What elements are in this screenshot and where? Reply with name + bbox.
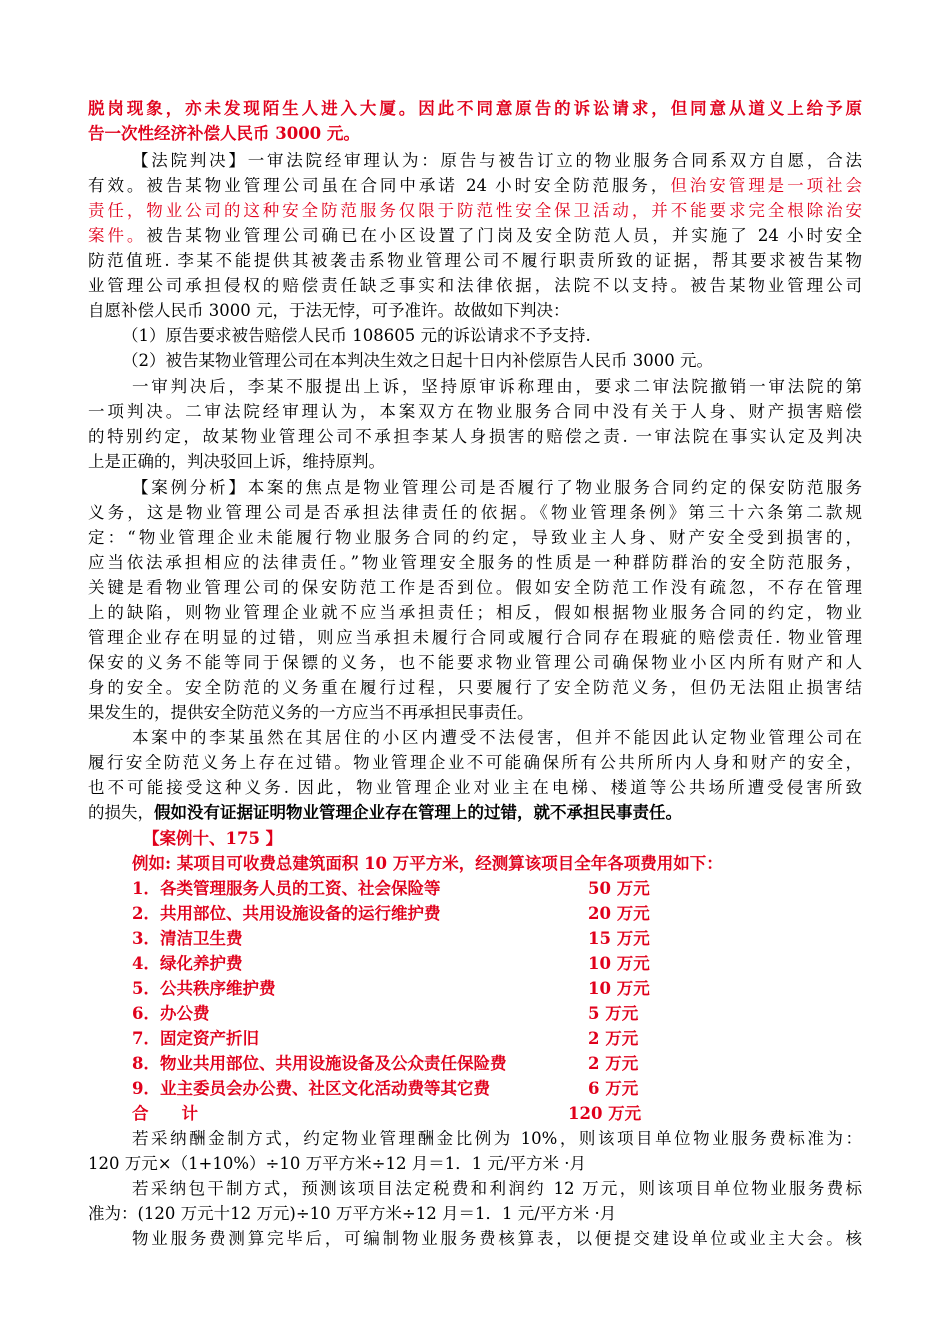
calc-formula-2: 准为：(120 万元十12 万元)÷10 万平方米÷12 月＝1．1 元/平方米 ·月 [88, 1204, 617, 1223]
case-line [88, 800, 950, 825]
fee-item [0, 926, 950, 951]
fee-item-label: 4．绿化养护费 [132, 954, 243, 973]
case-line: 也不可能接受这种义务. 因此，物业管理企业对业主在电梯、楼道等公共场所遭受侵害所致 [88, 778, 862, 797]
fee-item-amount: 10 万元 [588, 954, 650, 973]
analysis-line: 【案例分析】本案的焦点是物业管理公司是否履行了物业服务合同约定的保安防范服务 [132, 478, 862, 497]
appeal-line: 上是正确的，判决驳回上诉，维持原判。 [88, 452, 385, 471]
fee-item [0, 1076, 950, 1101]
judgment-highlight: 案件。 [88, 226, 147, 245]
fee-item-amount: 5 万元 [588, 1004, 639, 1023]
defense-text-line: 告一次性经济补偿人民币 3000 元。 [88, 124, 360, 143]
calc-line: 若采纳酬金制方式，约定物业管理酬金比例为 10%，则该项目单位物业服务费标准为： [132, 1129, 862, 1148]
fee-total [0, 1101, 950, 1126]
fee-item-amount: 15 万元 [588, 929, 650, 948]
example-intro: 例如: 某项目可收费总建筑面积 10 万平方米，经测算该项目全年各项费用如下： [132, 854, 723, 873]
judgment-line: 业管理公司承担侵权的赔偿责任缺乏事实和法律依据，法院不以支持。被告某物业管理公司 [88, 276, 862, 295]
calc-line: 若采纳包干制方式，预测该项目法定税费和利润约 12 万元，则该项目单位物业服务费标 [132, 1179, 862, 1198]
appeal-line: 的特别约定，故某物业管理公司不承担李某人身损害的赔偿之责. 一审法院在事实认定及判决 [88, 427, 862, 446]
fee-total-label: 合 计 [132, 1104, 198, 1123]
fee-item [0, 1001, 950, 1026]
defense-text-line: 脱岗现象，亦未发现陌生人进入大厦。因此不同意原告的诉讼请求，但同意从道义上给予原 [88, 99, 862, 118]
fee-item [0, 876, 950, 901]
judgment-line: 【法院判决】一审法院经审理认为：原告与被告订立的物业服务合同系双方自愿，合法 [132, 151, 862, 170]
judgment-highlight-line: 责任，物业公司的这种安全防范服务仅限于防范性安全保卫活动，并不能要求完全根除治安 [88, 201, 862, 220]
analysis-line: 管理企业存在明显的过错，则应当承担未履行合同或履行合同存在瑕疵的赔偿责任. 物业管理 [88, 628, 862, 647]
case-text: 的损失， [88, 803, 154, 822]
fee-item-amount: 20 万元 [588, 904, 650, 923]
fee-item-label: 8．物业共用部位、共用设施设备及公众责任保险费 [132, 1054, 507, 1073]
fee-item-label: 2．共用部位、共用设施设备的运行维护费 [132, 904, 441, 923]
judgment-line [88, 223, 862, 248]
case-conclusion: 假如没有证据证明物业管理企业存在管理上的过错，就不承担民事责任。 [154, 803, 682, 822]
fee-total-amount: 120 万元 [568, 1104, 642, 1123]
fee-item-label: 9．业主委员会办公费、社区文化活动费等其它费 [132, 1079, 490, 1098]
fee-item-amount: 2 万元 [588, 1029, 639, 1048]
analysis-line: 义务，这是物业管理公司是否承担法律责任的依据。《物业管理条例》第三十六条第二款规 [88, 503, 862, 522]
example-heading: 【案例十、175 】 [143, 829, 283, 848]
analysis-line: 关键是看物业管理公司的保安防范工作是否到位。假如安全防范工作没有疏忽，不存在管理 [88, 578, 862, 597]
fee-item [0, 951, 950, 976]
judgment-line: 自愿补偿人民币 3000 元，于法无悖，可予准许。故做如下判决： [88, 301, 570, 320]
fee-item-label: 3．清洁卫生费 [132, 929, 243, 948]
calc-line: 物业服务费测算完毕后，可编制物业服务费核算表，以便提交建设单位或业主大会。核 [132, 1229, 862, 1248]
case-line: 本案中的李某虽然在其居住的小区内遭受不法侵害，但并不能因此认定物业管理公司在 [132, 728, 862, 747]
fee-item-label: 6．办公费 [132, 1004, 210, 1023]
judgment-highlight: 但治安管理是一项社会 [670, 176, 862, 195]
appeal-line: 一项判决。二审法院经审理认为，本案双方在物业服务合同中没有关于人身、财产损害赔偿 [88, 402, 862, 421]
fee-item-amount: 50 万元 [588, 879, 650, 898]
fee-item [0, 1026, 950, 1051]
judgment-line [88, 173, 862, 198]
fee-item-label: 1．各类管理服务人员的工资、社会保险等 [132, 879, 441, 898]
analysis-line: 上的缺陷，则物业管理企业就不应当承担责任；相反，假如根据物业服务合同的约定，物业 [88, 603, 862, 622]
fee-item-label: 7．固定资产折旧 [132, 1029, 259, 1048]
analysis-line: 保安的义务不能等同于保镖的义务，也不能要求物业管理公司确保物业小区内所有财产和人 [88, 653, 862, 672]
judgment-item-1: （1）原告要求被告赔偿人民币 108605 元的诉讼请求不予支持. [122, 326, 591, 345]
judgment-item-2: （2）被告某物业管理公司在本判决生效之日起十日内补偿原告人民币 3000 元。 [122, 351, 713, 370]
fee-item [0, 1051, 950, 1076]
fee-item-amount: 10 万元 [588, 979, 650, 998]
calc-formula-1: 120 万元×（1+10%）÷10 万平方米÷12 月＝1．1 元/平方米 ·月 [88, 1154, 586, 1173]
fee-item-amount: 6 万元 [588, 1079, 639, 1098]
judgment-text: 被告某物业管理公司确已在小区设置了门岗及安全防范人员，并实施了 24 小时安全 [146, 226, 862, 245]
fee-item-label: 5．公共秩序维护费 [132, 979, 276, 998]
judgment-line: 防范值班. 李某不能提供其被袭击系物业管理公司不履行职责所致的证据，帮其要求被告某物 [88, 251, 862, 270]
analysis-line: 身的安全。安全防范的义务重在履行过程，只要履行了安全防范义务，但仍无法阻止损害结 [88, 678, 862, 697]
case-line: 履行安全防范义务上存在过错。物业管理企业不可能确保所有公共所所内人身和财产的安全， [88, 753, 862, 772]
judgment-text: 有效。被告某物业管理公司虽在合同中承诺 24 小时安全防范服务， [88, 176, 671, 195]
appeal-line: 一审判决后，李某不服提出上诉，坚持原审诉称理由，要求二审法院撤销一审法院的第 [132, 377, 862, 396]
analysis-line: 定：“物业管理企业未能履行物业服务合同的约定，导致业主人身、财产安全受到损害的， [88, 528, 862, 547]
analysis-line: 果发生的，提供安全防范义务的一方应当不再承担民事责任。 [88, 703, 534, 722]
fee-item [0, 976, 950, 1001]
fee-item [0, 901, 950, 926]
analysis-line: 应当依法承担相应的法律责任。”物业管理安全服务的性质是一种群防群治的安全防范服务， [88, 553, 862, 572]
fee-item-amount: 2 万元 [588, 1054, 639, 1073]
